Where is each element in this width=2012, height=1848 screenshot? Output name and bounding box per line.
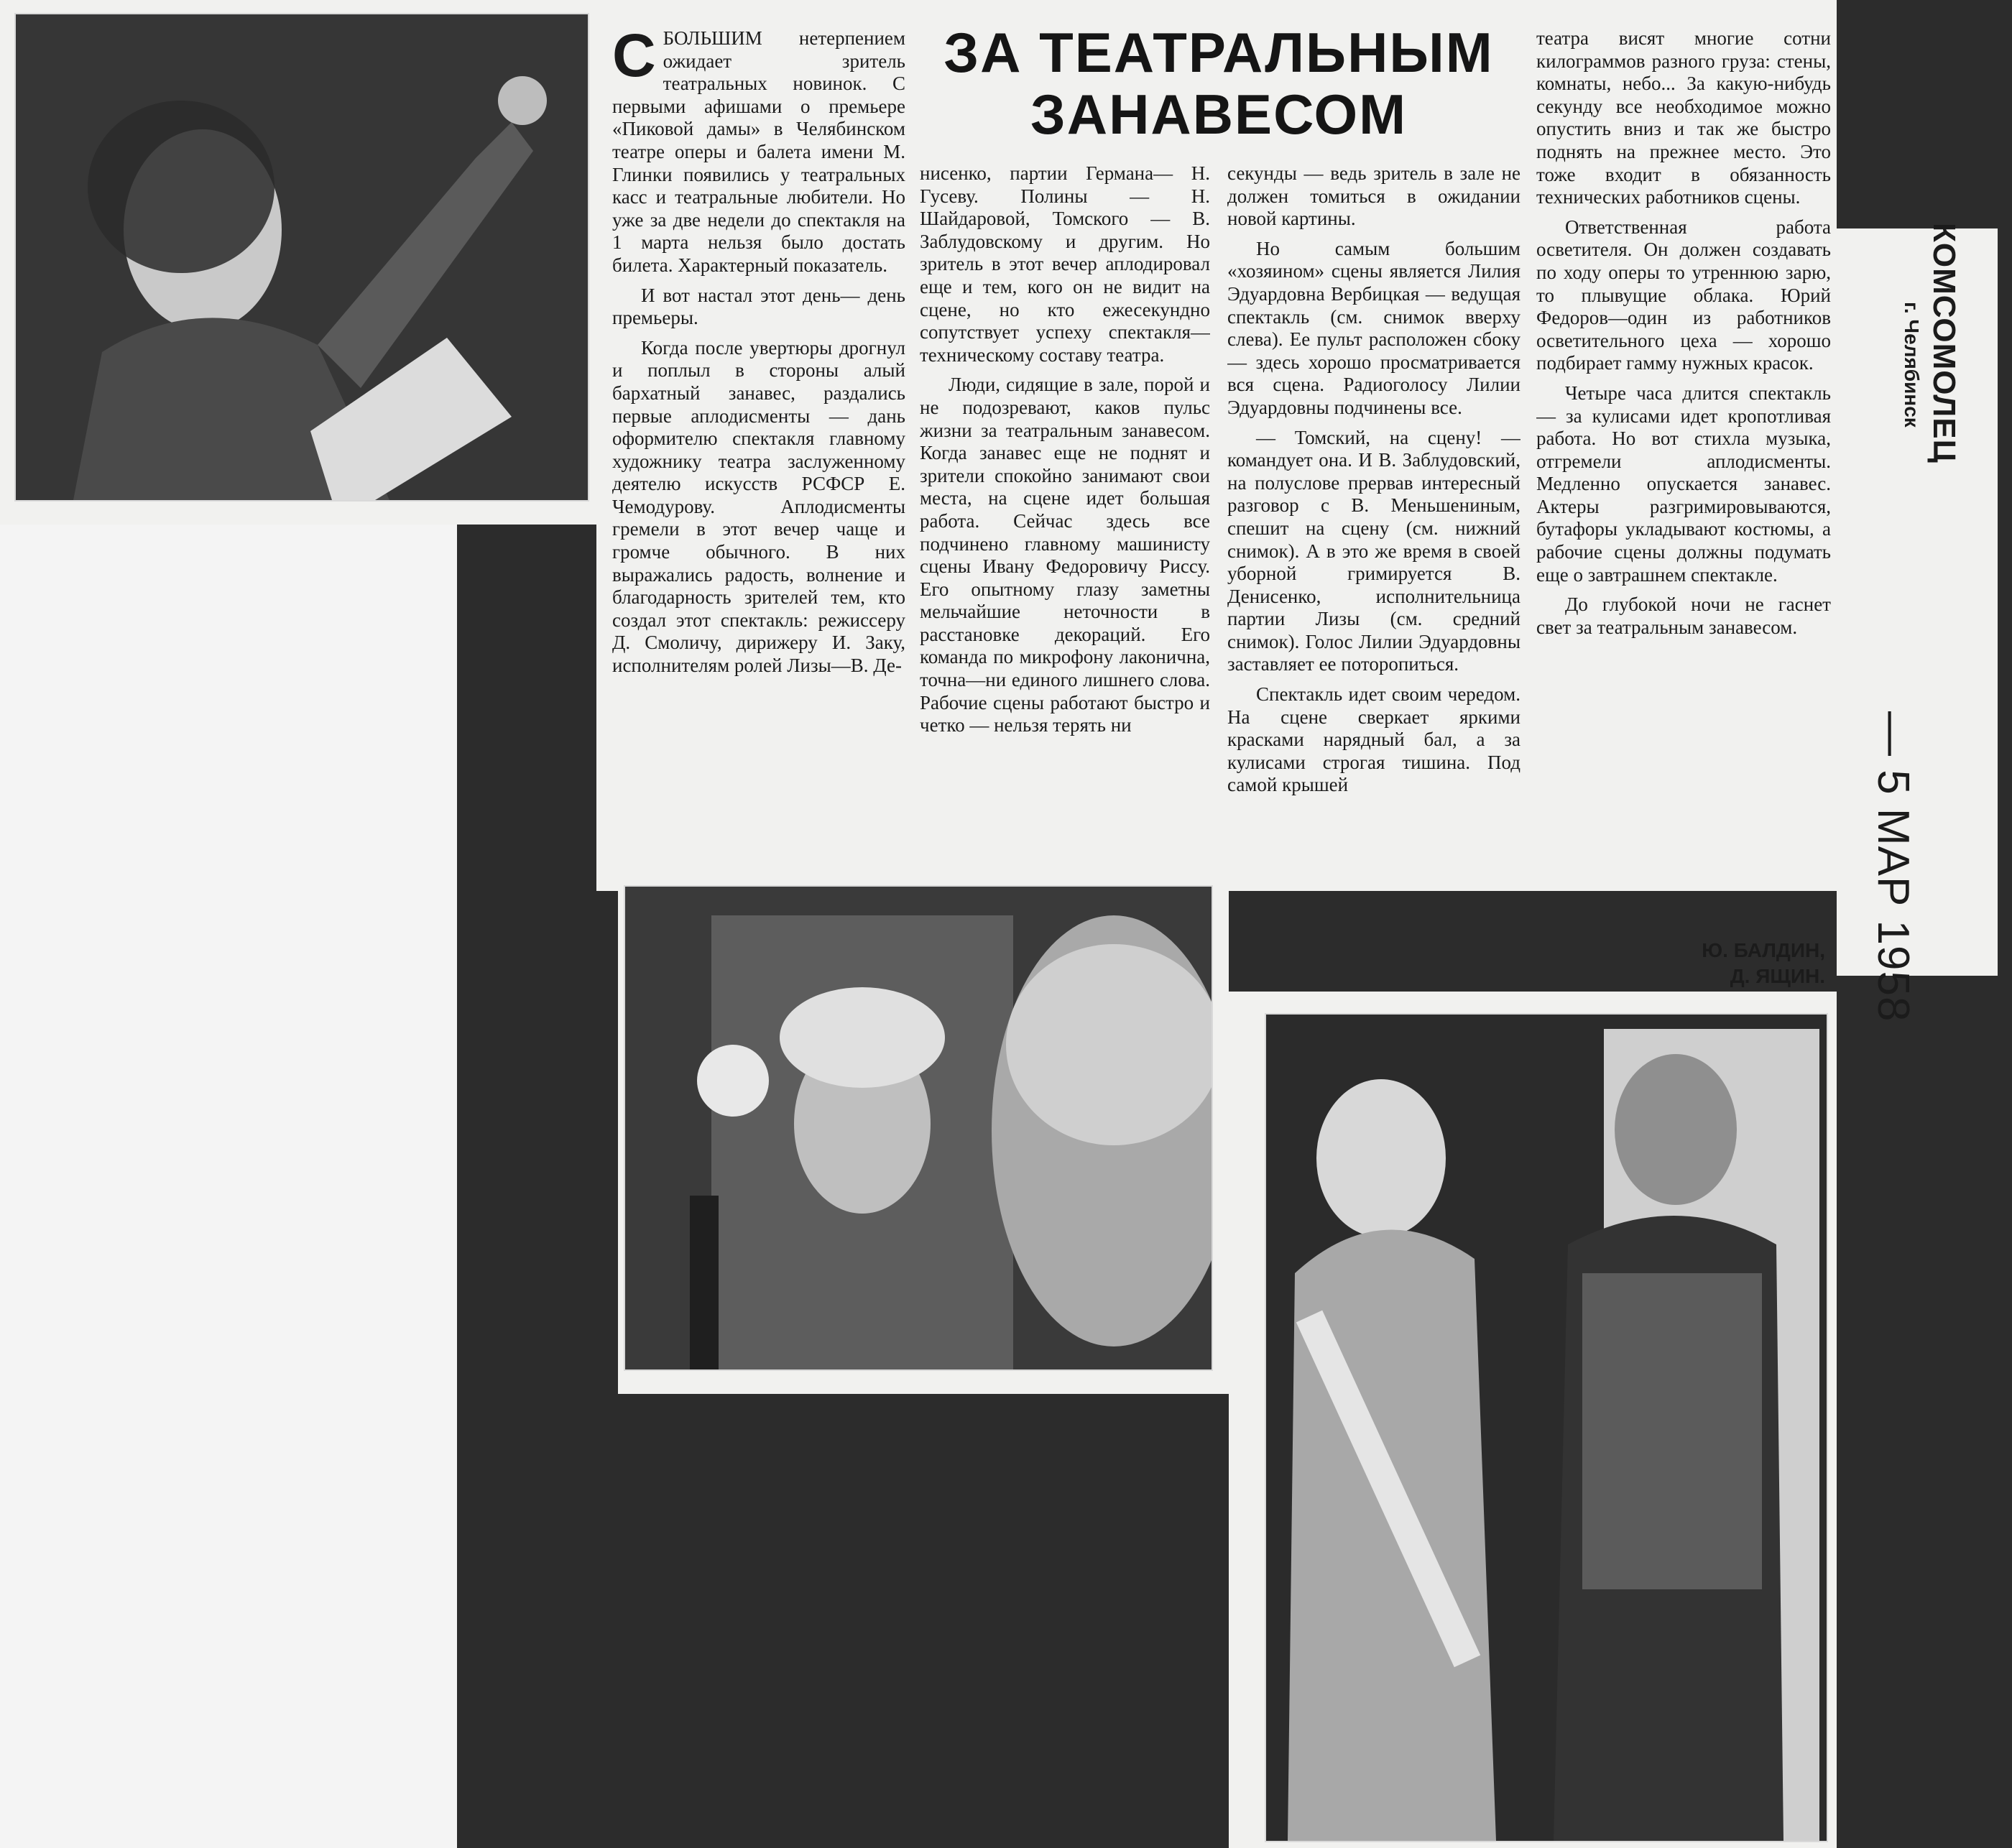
article-column-1 [612,27,905,875]
article-signature [1566,938,1825,989]
column-1-paragraph-2: И вот настал этот день— день премьеры. [612,284,905,329]
column-4-paragraph-2: Ответственная работа осветителя. Он должен создавать по ходу оперы то утреннюю зарю, то плывущие облака. Юрий Федоров—один из работников осветительного цеха — хорошо подбирает гамму нужных красок. [1536,216,1831,374]
column-4-paragraph-1: театра висят многие сотни килограммов разного груза: стены, комнаты, небо... За какую-нибудь секунду все необходимое можно опустить вниз и так же быстро поднять на прежнее место. Это тоже входит в обязанность технических работников сцены. [1536,27,1831,208]
column-3-paragraph-1: секунды — ведь зритель в зале не должен томиться в ожидании новой картины. [1227,162,1520,230]
photo-dressing-room-mirror [624,885,1213,1371]
headline-line-1: ЗА ТЕАТРАЛЬНЫМ [943,21,1494,84]
photo-two-actors-backstage [1265,1013,1828,1842]
column-3-paragraph-3: — Томский, на сцену! — командует она. И В. Заблудовский, на полуслове прервав интересный разговор с В. Меньшениным, спешит на сцену (см. нижний снимок). А в это же время в своей уборной гримируется В. Денисенко, исполнительница партии Лизы (см. средний снимок). Голос Лилии Эдуардовны заставляет ее поторопиться. [1227,426,1520,675]
article-column-2 [920,162,1210,852]
column-3-paragraph-2: Но самым большим «хозяином» сцены является Лилия Эдуардовна Вербицкая — ведущая спектакль (см. снимок вверху слева). Ее пульт расположен сбоку — здесь хорошо просматривается вся сцена. Радиоголосу Лилии Эдуардовны подчинены все. [1227,237,1520,418]
drop-cap: С [612,27,656,89]
photo-lighting-operator [14,13,589,502]
stamp-city: г. Челябинск [1901,302,1923,428]
column-2-paragraph-2: Люди, сидящие в зале, порой и не подозревают, каков пульс жизни за театральным занавесом. Когда занавес еще не поднят и зрители спокойно занимают свои места, на сцене идет большая работа. Сейчас здесь все подчинено главному машинисту сцены Ивану Федоровичу Риссу. Его опытному глазу заметны мельчайшие неточности в расстановке декораций. Его команда по микрофону лаконична, точна—ни единого лишнего слова. Рабочие сцены работают быстро и четко — нельзя терять ни [920,374,1210,736]
article-column-3 [1227,162,1520,983]
article-column-4 [1536,27,1831,933]
column-4-paragraph-4: До глубокой ночи не гаснет свет за театральным занавесом. [1536,593,1831,638]
author-1: Ю. БАЛДИН, [1702,939,1825,961]
column-1-paragraph-3: Когда после увертюры дрогнул и поплыл в стороны алый бархатный занавес, раздались первые аплодисменты — дань оформителю спектакля главному художнику театра заслуженному деятелю искусств РСФСР Е. Чемодурову. Аплодисменты гремели в этот вечер чаще и громче обычного. В них выражались радость, волнение и благодарность зрителей тем, кто создал этот спектакль: режиссеру Д. Смоличу, дирижеру И. Заку, исполнителям ролей Лизы—В. Де- [612,336,905,677]
stamp-newspaper-name: КОМСОМОЛЕЦ [1926,223,1962,463]
article-headline [914,22,1523,145]
column-1-paragraph-1: СБОЛЬШИМ нетерпением ожидает зритель театральных новинок. С первыми афишами о премьере «Пиковой дамы» в Челябинском театре оперы и балета имени М. Глинки появились у театральных касс и театральные любители. Но уже за две недели до спектакля на 1 марта нельзя было достать билета. Характерный показатель. [612,27,905,276]
column-4-paragraph-3: Четыре часа длится спектакль — за кулисами идет кропотливая работа. Но вот стихла музыка, отгремели аплодисменты. Медленно опускается занавес. Актеры разгримировываются, бутафоры укладывают костюмы, а рабочие сцены должны подумать еще о завтрашнем спектакле. [1536,382,1831,586]
headline-line-2: ЗАНАВЕСОМ [1030,83,1408,146]
author-2: Д. ЯЩИН. [1730,965,1825,987]
column-2-paragraph-1: нисенко, партии Германа— Н. Гусеву. Полины — Н. Шайдаровой, Томского — В. Заблудовскому и другим. Но зритель в этот вечер аплодировал еще и тем, кого он не видит на сцене, но кто ежесекундно сопутствует успеху спектакля—техническому составу театра. [920,162,1210,366]
column-3-paragraph-4: Спектакль идет своим чередом. На сцене сверкает яркими красками нарядный бал, а за кулисами строгая тишина. Под самой крышей [1227,683,1520,796]
stamp-date: — 5 МАР 1958 [1868,711,1918,1022]
